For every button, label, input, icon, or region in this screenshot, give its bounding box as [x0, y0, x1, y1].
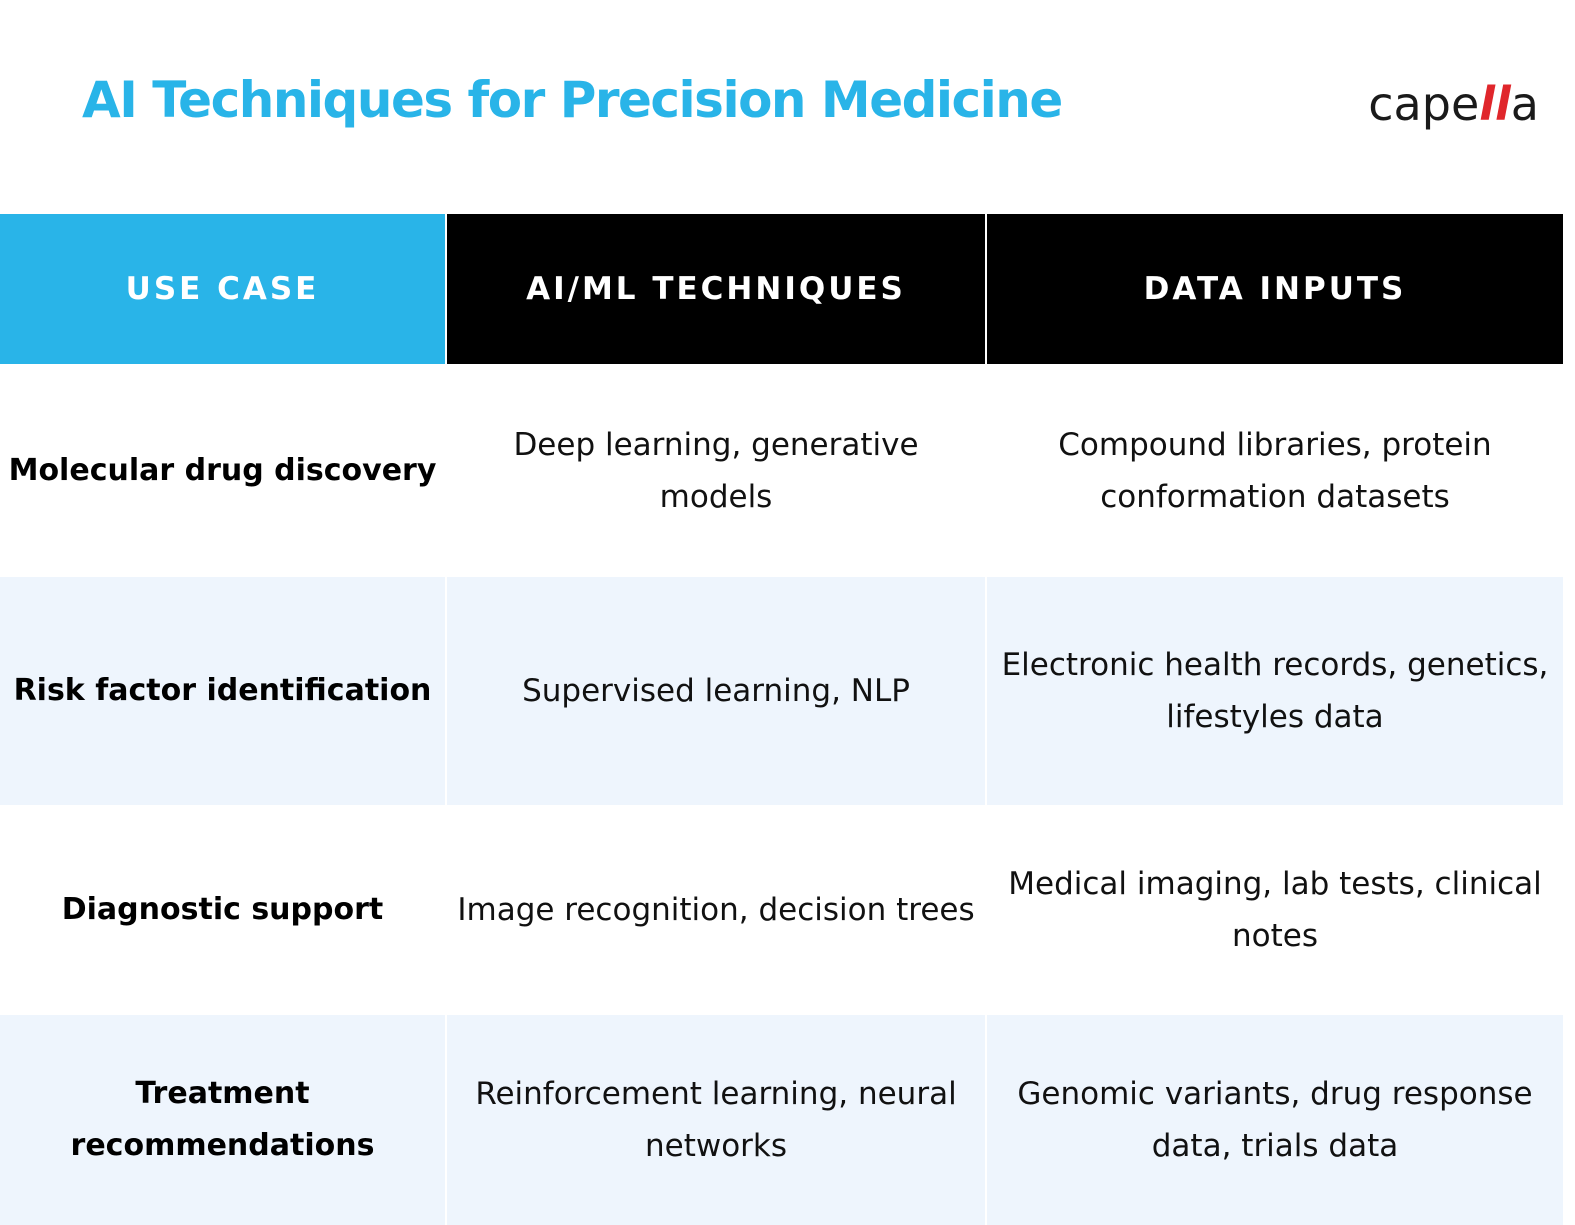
techniques-cell: Supervised learning, NLP: [446, 577, 986, 805]
table-row: [0, 1015, 1563, 1225]
table-row: [0, 364, 1563, 577]
data-inputs-cell: Medical imaging, lab tests, clinical notes: [986, 805, 1563, 1015]
data-inputs-cell: Compound libraries, protein conformation datasets: [986, 364, 1563, 577]
techniques-cell: Reinforcement learning, neural networks: [446, 1015, 986, 1225]
header-ai-ml-techniques: AI/ML TECHNIQUES: [446, 214, 986, 364]
header-use-case: USE CASE: [0, 214, 446, 364]
use-case-cell: Diagnostic support: [0, 805, 446, 1015]
table-row: [0, 805, 1563, 1015]
brand-logo: [1368, 76, 1539, 132]
techniques-cell: Image recognition, decision trees: [446, 805, 986, 1015]
logo-text-start: cape: [1368, 77, 1480, 131]
table-header-row: [0, 214, 1563, 364]
page-title: AI Techniques for Precision Medicine: [82, 71, 1062, 129]
use-case-cell: Risk factor identification: [0, 577, 446, 805]
logo-text-end: a: [1510, 77, 1539, 131]
header-data-inputs: DATA INPUTS: [986, 214, 1563, 364]
use-case-cell: Treatment recommendations: [0, 1015, 446, 1225]
data-inputs-cell: Electronic health records, genetics, lifestyles data: [986, 577, 1563, 805]
techniques-cell: Deep learning, generative models: [446, 364, 986, 577]
table-row: [0, 577, 1563, 805]
techniques-table: [0, 214, 1563, 1225]
logo-text-accent: ll: [1479, 77, 1511, 131]
data-inputs-cell: Genomic variants, drug response data, trials data: [986, 1015, 1563, 1225]
use-case-cell: Molecular drug discovery: [0, 364, 446, 577]
